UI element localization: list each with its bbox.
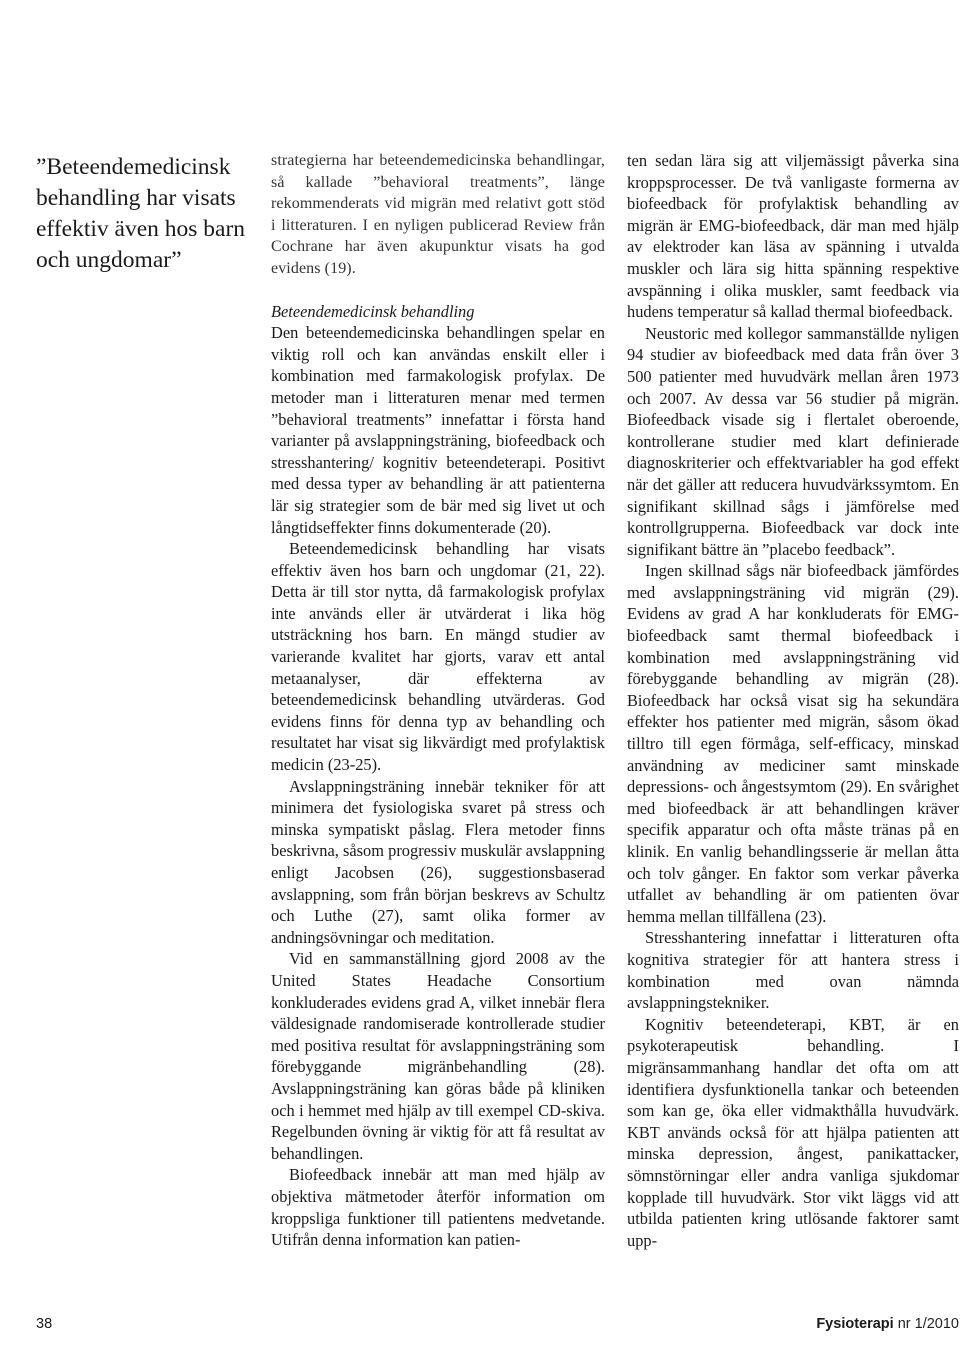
body-paragraph: Ingen skillnad sågs när biofeedback jämfördes med avslappningsträning vid migrän (29). Evidens av grad A har konkluderats för EMG-biofeedback samt thermal biofeedback i kombination med avslappningsträning vid förebyggande behandling av migrän (28). Biofeedback har också visat sig ha sekundära effekter hos patienter med migrän, såsom ökad tilltro till egen förmåga, self-efficacy, minskad användning av mediciner samt minskade depressions- och ångestsymtom (29). En svårighet med biofeedback är att behandlingen kräver specifik apparatur och ofta måste tränas på en klinik. En vanlig behandlingsserie är mellan åtta och tolv gånger. En faktor som verkar påverka utfallet av behandling är om patienten övar hemma mellan tillfällena (23). bbox=[627, 561, 959, 926]
body-paragraph: Vid en sammanställning gjord 2008 av the United States Headache Consortium konkluderades evidens grad A, vilket innebär flera väldesignade randomiserade kontrollerade studier med positiva resultat för avslappningsträning som förebyggande migränbehandling (28). Avslappningsträning kan göras både på kliniken och i hemmet med hjälp av till exempel CD-skiva. Regelbunden övning är viktig för att få resultat av behandlingen. bbox=[271, 949, 605, 1163]
journal-name: Fysioterapi bbox=[816, 1316, 894, 1332]
body-paragraph: Kognitiv beteendeterapi, KBT, är en psykoterapeutisk behandling. I migränsammanhang handlar det ofta om att identifiera dysfunktionella tankar och beteenden som kan ge, öka eller vidmakthålla huvudvärk. KBT används också för att hjälpa patienten att minska depression, ångest, panikattacker, sömnstörningar eller andra vanliga sjukdomar kopplade till huvudvärk. Stor vikt läggs vid att utbilda patienten kring utlösande faktorer samt upp- bbox=[627, 1014, 959, 1250]
body-paragraph: Beteendemedicinsk behandling har visats effektiv även hos barn och ungdomar (21, 22). Detta är till stor nytta, då farmakologisk profylax inte används eller är utvärderat i lika hög utsträckning hos barn. En mängd studier av varierande kvalitet har gjorts, varav ett antal metaanalyser, där effekterna av beteendemedicinsk behandling utvärderas. God evidens finns för denna typ av behandling och resultatet har visat sig likvärdigt med profylaktisk medicin (23-25). bbox=[271, 539, 605, 775]
page-number: 38 bbox=[36, 1316, 53, 1332]
lead-paragraph: strategierna har beteendemedicinska behandlingar, så kallade ”behavioral treatments”, länge rekommenderats vid migrän med relativt gott stöd i litteraturen. I en nyligen publicerad Review från Cochrane har även akupunktur visats ha god evidens (19). bbox=[271, 152, 605, 277]
body-paragraph: Avslappningsträning innebär tekniker för att minimera det fysiologiska svaret på stress och minska sympatiskt påslag. Flera metoder finns beskrivna, såsom progressiv muskulär avslappning enligt Jacobsen (26), suggestionsbaserad avslappning, som från början beskrevs av Schultz och Luthe (27), samt olika former av andningsövningar och meditation. bbox=[271, 776, 605, 947]
body-paragraph: Den beteendemedicinska behandlingen spelar en viktig roll och kan användas enskilt eller i kombination med farmakologisk profylax. De metoder man i litteraturen menar med termen ”behavioral treatments” innefattar i första hand varianter på avslappningsträning, biofeedback och stresshantering/ kognitiv beteendeterapi. Positivt med dessa typer av behandling är att patienterna lär sig strategier som de bär med sig livet ut och långtidseffekter finns dokumenterade (20). bbox=[271, 323, 605, 537]
body-paragraph: Neustoric med kollegor sammanställde nyligen 94 studier av biofeedback med data från över 3 500 patienter med huvudvärk mellan åren 1973 och 2007. Av dessa var 56 studier på migrän. Biofeedback visade sig i flertalet oberoende, kontrollerane studier med klart definierade diagnoskriterier och effektvariabler ha god effekt när det gäller att reducera huvudvärkssymtom. En signifikant skillnad sågs i jämförelse med kontrollgrupperna. Biofeedback var dock inte signifikant bättre än ”placebo feedback”. bbox=[627, 323, 959, 559]
journal-issue-label bbox=[816, 1316, 959, 1332]
body-paragraph: Stresshantering innefattar i litteraturen ofta kognitiva strategier för att hantera stress i kombination med ovan nämnda avslappningstekniker. bbox=[627, 928, 959, 1013]
issue-number: nr 1/2010 bbox=[897, 1316, 959, 1332]
article-column-1 bbox=[271, 150, 605, 1251]
body-paragraph: Biofeedback innebär att man med hjälp av objektiva mätmetoder återför information om kroppsliga funktioner till patientens medvetande. Utifrån denna information kan patien- bbox=[271, 1165, 605, 1250]
body-paragraph: ten sedan lära sig att viljemässigt påverka sina kroppsprocesser. De två vanligaste formerna av biofeedback för profylaktisk behandling av migrän är EMG-biofeedback, där man med hjälp av elektroder kan läsa av spänning i utvalda muskler och lära sig hitta spänning respektive avspänning i olika muskler, samt feedback via hudens temperatur så kallad thermal biofeedback. bbox=[627, 151, 959, 322]
article-column-2 bbox=[627, 150, 959, 1251]
section-subheading: Beteendemedicinsk behandling bbox=[271, 301, 475, 321]
pull-quote: ”Beteendemedicinsk behandling har visats effektiv även hos barn och ungdomar” bbox=[36, 154, 246, 273]
